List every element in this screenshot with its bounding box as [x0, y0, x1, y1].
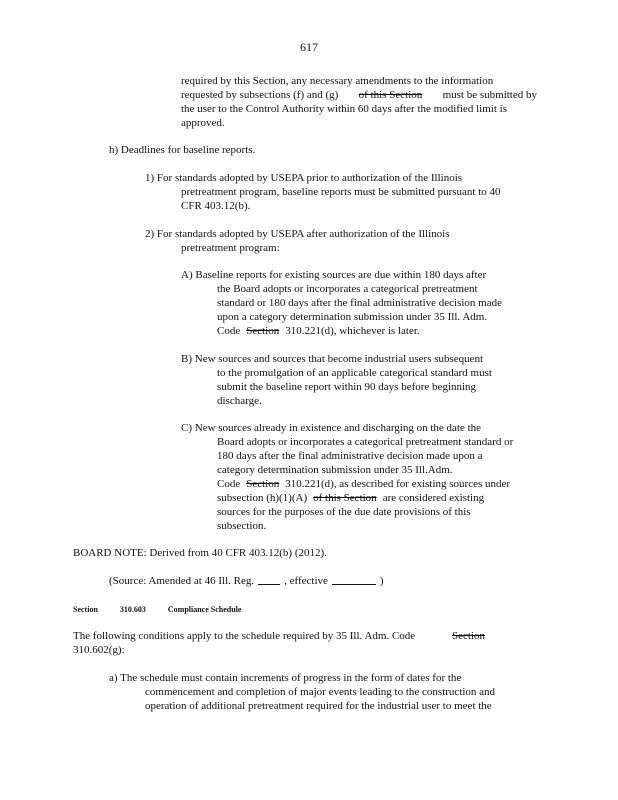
struck-text: Section: [452, 630, 485, 642]
source-suffix: ): [379, 575, 384, 587]
text-fragment: are considered existing: [382, 492, 485, 504]
section-heading: [73, 603, 241, 617]
text-fragment: 310.221(d), whichever is later.: [285, 325, 420, 337]
text-fragment: The following conditions apply to the schedule required by 35 Ill. Adm. Code: [73, 630, 416, 642]
section-number: 310.603: [119, 605, 146, 614]
text-line: subsection.: [217, 520, 267, 532]
text-line: a) The schedule must contain increments of progress in the form of dates for the: [109, 672, 462, 684]
text-line: sources for the purposes of the due date provisions of this: [217, 506, 471, 518]
subsection-heading: h) Deadlines for baseline reports.: [109, 144, 256, 156]
text-line: 2) For standards adopted by USEPA after authorization of the Illinois: [145, 228, 450, 240]
text-fragment: Code: [217, 478, 241, 490]
blank-line: [332, 574, 376, 585]
text-line: 310.602(g):: [73, 644, 125, 656]
source-line: [109, 574, 384, 588]
struck-text: of this Section: [313, 492, 377, 504]
struck-text: Section: [246, 325, 280, 337]
section-title: Compliance Schedule: [167, 605, 242, 614]
text-line: [181, 88, 537, 102]
text-line: approved.: [181, 117, 225, 129]
text-line: [217, 324, 420, 338]
text-fragment: 310.221(d), as described for existing sources under: [285, 478, 511, 490]
text-line: pretreatment program, baseline reports must be submitted pursuant to 40: [181, 186, 501, 198]
text-line: required by this Section, any necessary amendments to the information: [181, 75, 494, 87]
text-line: 180 days after the final administrative decision made upon a: [217, 450, 483, 462]
source-prefix: (Source: Amended at 46 Ill. Reg.: [109, 575, 255, 587]
source-middle: , effective: [284, 575, 328, 587]
text-line: to the promulgation of an applicable categorical standard must: [217, 367, 492, 379]
text-line: category determination submission under 35 Ill.Adm.: [217, 464, 453, 476]
text-line: the user to the Control Authority within 60 days after the modified limit is: [181, 103, 507, 115]
text-line: C) New sources already in existence and discharging on the date the: [181, 422, 482, 434]
text-line: B) New sources and sources that become industrial users subsequent: [181, 353, 484, 365]
struck-text: Section: [246, 478, 280, 490]
text-fragment: must be submitted by: [442, 89, 537, 101]
struck-text: of this Section: [358, 89, 423, 101]
text-line: operation of additional pretreatment required for the industrial user to meet the: [145, 700, 492, 712]
text-line: pretreatment program:: [181, 242, 280, 254]
text-line: 1) For standards adopted by USEPA prior to authorization of the Illinois: [145, 172, 463, 184]
board-note: BOARD NOTE: Derived from 40 CFR 403.12(b) (2012).: [73, 547, 327, 559]
text-line: [73, 629, 485, 643]
text-line: discharge.: [217, 395, 262, 407]
text-fragment: subsection (h)(1)(A): [217, 492, 308, 504]
text-line: standard or 180 days after the final administrative decision made: [217, 297, 502, 309]
text-line: submit the baseline report within 90 days before beginning: [217, 381, 477, 393]
text-line: the Board adopts or incorporates a categorical pretreatment: [217, 283, 478, 295]
text-fragment: Code: [217, 325, 241, 337]
page-number: 617: [300, 40, 318, 54]
text-fragment: requested by subsections (f) and (g): [181, 89, 339, 101]
section-label: Section: [73, 605, 98, 614]
text-line: CFR 403.12(b).: [181, 200, 251, 212]
text-line: [217, 491, 484, 505]
text-line: upon a category determination submission under 35 Ill. Adm.: [217, 311, 488, 323]
text-line: [217, 477, 510, 491]
blank-line: [258, 574, 280, 585]
text-line: commencement and completion of major events leading to the construction and: [145, 686, 496, 698]
text-line: A) Baseline reports for existing sources are due within 180 days after: [181, 269, 487, 281]
text-line: Board adopts or incorporates a categorical pretreatment standard or: [217, 436, 514, 448]
